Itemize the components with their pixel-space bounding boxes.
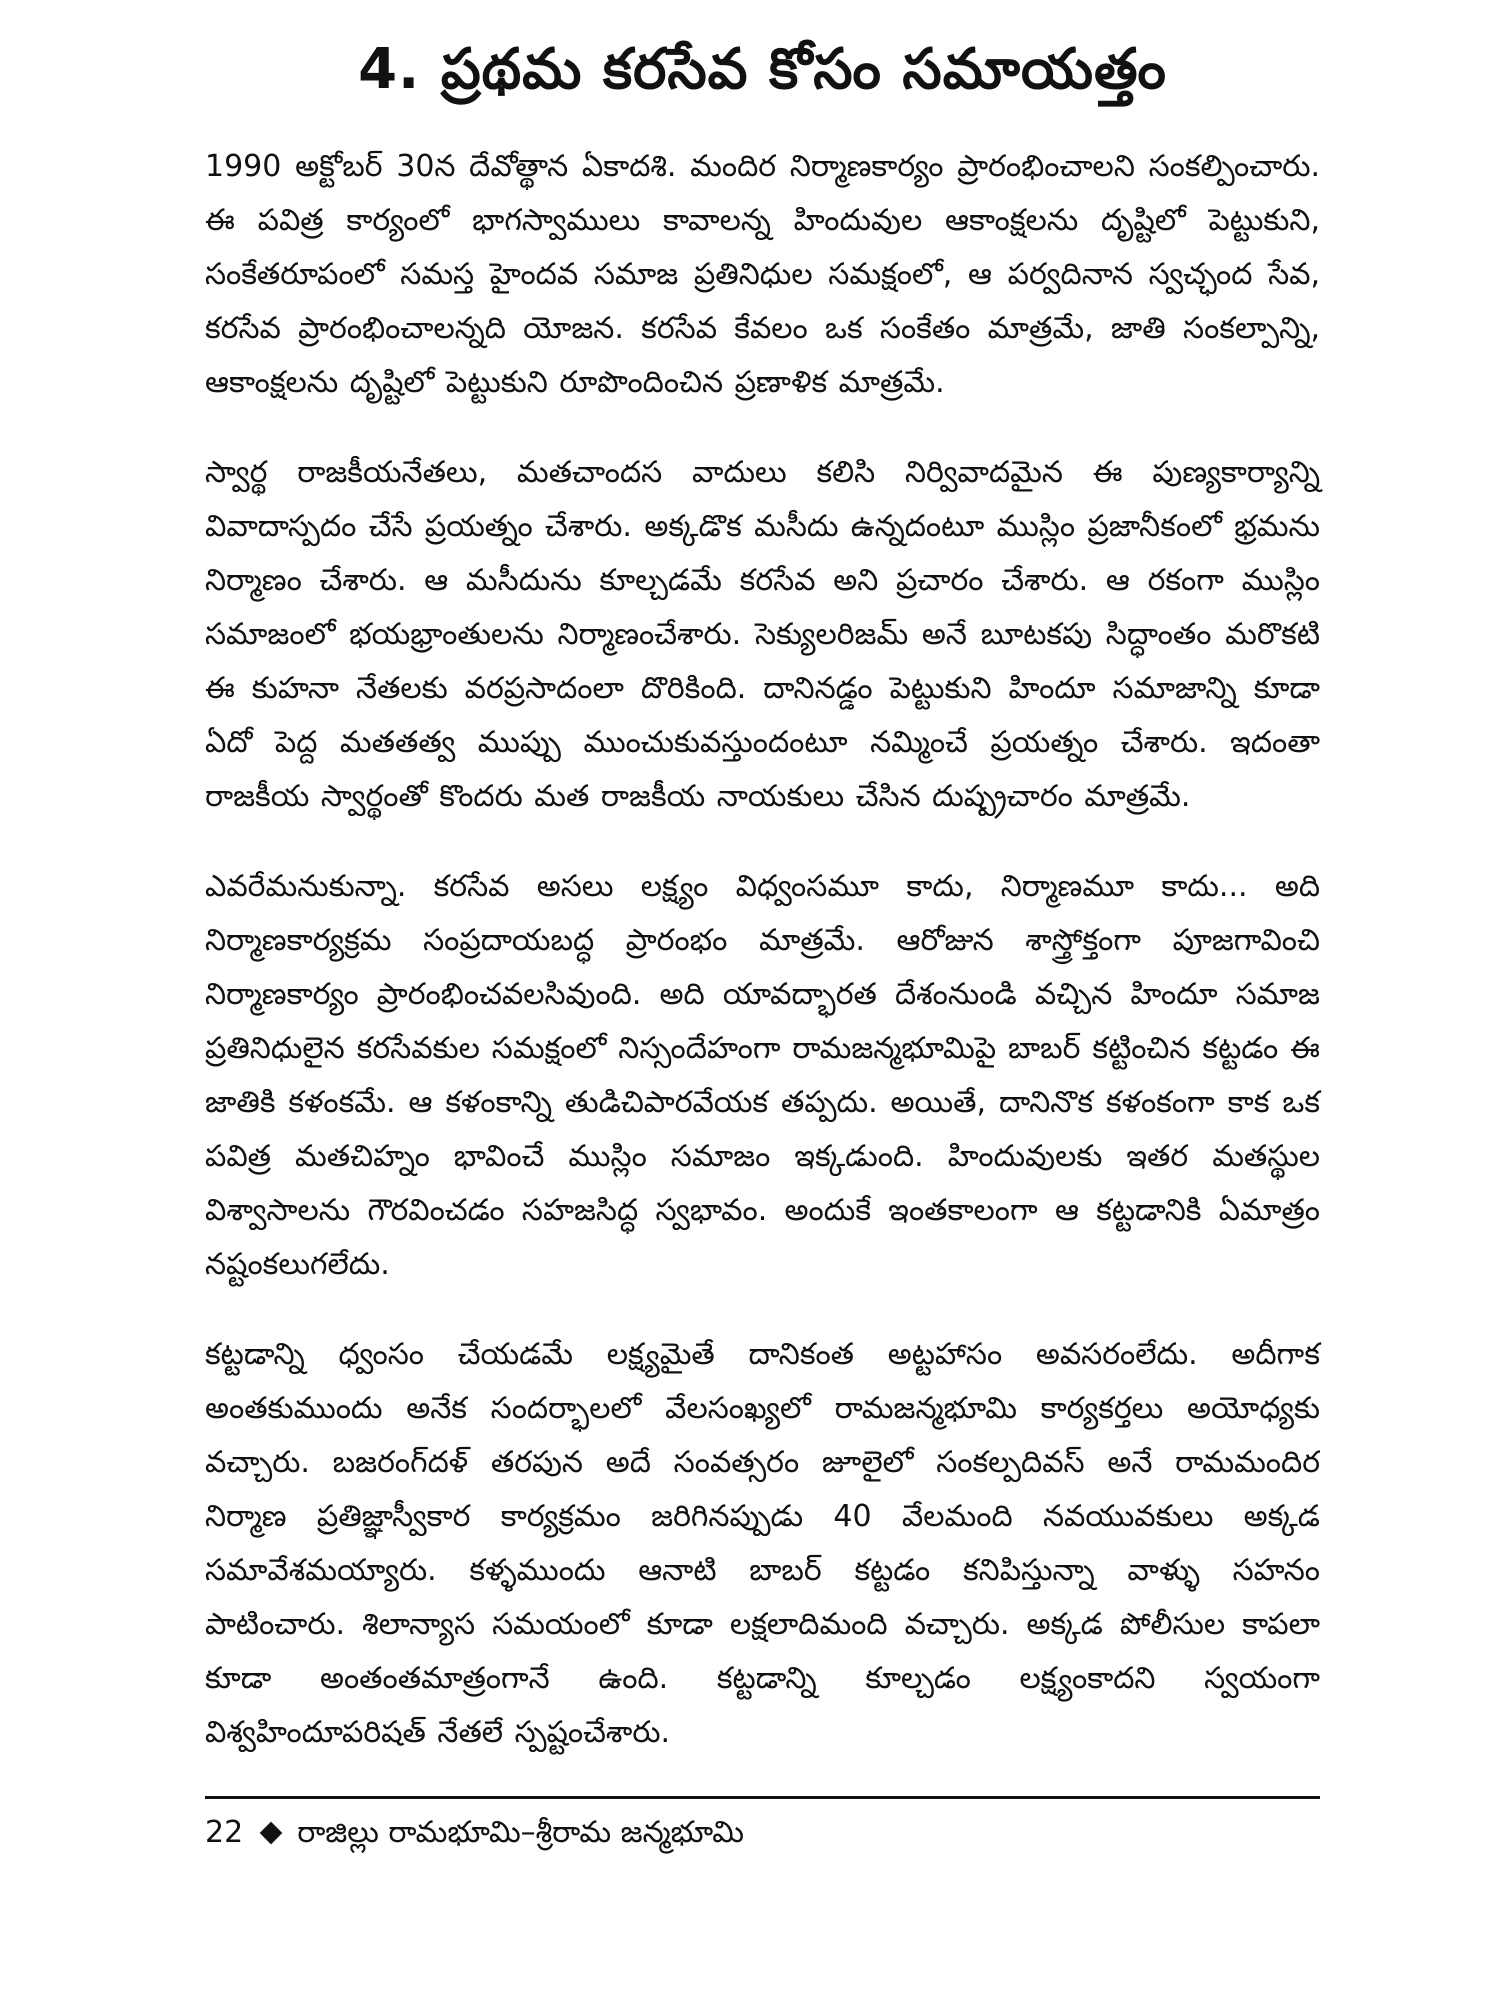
chapter-title: 4. ప్రథమ కరసేవ కోసం సమాయత్తం xyxy=(358,37,1167,102)
footer-divider xyxy=(205,1796,1320,1799)
paragraph-2: స్వార్థ రాజకీయనేతలు, మతచాందస వాదులు కలిసి నిర్వివాదమైన ఈ పుణ్యకార్యాన్ని వివాదాస్పదం చేసే ప్రయత్నం చేశారు. అక్కడొక మసీదు ఉన్నదంటూ ముస్లిం ప్రజానీకంలో భ్రమను నిర్మాణం చేశారు. ఆ మసీదును కూల్చడమే కరసేవ అని ప్రచారం చేశారు. ఆ రకంగా ముస్లిం సమాజంలో భయభ్రాంతులను నిర్మాణంచేశారు. సెక్యులరిజమ్ అనే బూటకపు సిద్ధాంతం మరొకటి ఈ కుహనా నేతలకు వరప్రసాదంలా దొరికింది. దానినడ్డం పెట్టుకుని హిందూ సమాజాన్ని కూడా ఏదో పెద్ద మతతత్వ ముప్పు ముంచుకువస్తుందంటూ నమ్మించే ప్రయత్నం చేశారు. ఇదంతా రాజకీయ స్వార్థంతో కొందరు మత రాజకీయ నాయకులు చేసిన దుష్ప్రచారం మాత్రమే. xyxy=(205,455,1320,814)
page-footer xyxy=(205,1811,1320,1855)
diamond-icon xyxy=(260,1822,283,1845)
paragraph-3: ఎవరేమనుకున్నా. కరసేవ అసలు లక్ష్యం విధ్వంసమూ కాదు, నిర్మాణమూ కాదు... అది నిర్మాణకార్యక్రమ సంప్రదాయబద్ధ ప్రారంభం మాత్రమే. ఆరోజున శాస్త్రోక్తంగా పూజగావించి నిర్మాణకార్యం ప్రారంభించవలసివుంది. అది యావద్భారత దేశంనుండి వచ్చిన హిందూ సమాజ ప్రతినిధులైన కరసేవకుల సమక్షంలో నిస్సందేహంగా రామజన్మభూమిపై బాబర్ కట్టించిన కట్టడం ఈ జాతికి కళంకమే. ఆ కళంకాన్ని తుడిచిపారవేయక తప్పదు. అయితే, దానినొక కళంకంగా కాక ఒక పవిత్ర మతచిహ్నం భావించే ముస్లిం సమాజం ఇక్కడుంది. హిందువులకు ఇతర మతస్థుల విశ్వాసాలను గౌరవించడం సహజసిద్ధ స్వభావం. అందుకే ఇంతకాలంగా ఆ కట్టడానికి ఏమాత్రం నష్టంకలుగలేదు. xyxy=(205,869,1320,1282)
page-number: 22 xyxy=(205,1815,244,1850)
document-page xyxy=(205,30,1320,1970)
paragraph-4: కట్టడాన్ని ధ్వంసం చేయడమే లక్ష్యమైతే దానికంత అట్టహాసం అవసరంలేదు. అదీగాక అంతకుముందు అనేక సందర్భాలలో వేలసంఖ్యలో రామజన్మభూమి కార్యకర్తలు అయోధ్యకు వచ్చారు. బజరంగ్‌దళ్ తరపున అదే సంవత్సరం జూలైలో సంకల్పదివస్ అనే రామమందిర నిర్మాణ ప్రతిజ్ఞాస్వీకార కార్యక్రమం జరిగినప్పుడు 40 వేలమంది నవయువకులు అక్కడ సమావేశమయ్యారు. కళ్ళముందు ఆనాటి బాబర్ కట్టడం కనిపిస్తున్నా వాళ్ళు సహనం పాటించారు. శిలాన్యాస సమయంలో కూడా లక్షలాదిమంది వచ్చారు. అక్కడ పోలీసుల కాపలా కూడా అంతంతమాత్రంగానే ఉంది. కట్టడాన్ని కూల్చడం లక్ష్యంకాదని స్వయంగా విశ్వహిందూపరిషత్ నేతలే స్పష్టంచేశారు. xyxy=(205,1337,1320,1750)
paragraph-1: 1990 అక్టోబర్ 30న దేవోత్థాన ఏకాదశి. మందిర నిర్మాణకార్యం ప్రారంభించాలని సంకల్పించారు. ఈ పవిత్ర కార్యంలో భాగస్వాములు కావాలన్న హిందువుల ఆకాంక్షలను దృష్టిలో పెట్టుకుని, సంకేతరూపంలో సమస్త హైందవ సమాజ ప్రతినిధుల సమక్షంలో, ఆ పర్వదినాన స్వచ్ఛంద సేవ, కరసేవ ప్రారంభించాలన్నది యోజన. కరసేవ కేవలం ఒక సంకేతం మాత్రమే, జాతి సంకల్పాన్ని, ఆకాంక్షలను దృష్టిలో పెట్టుకుని రూపొందించిన ప్రణాళిక మాత్రమే. xyxy=(205,149,1320,400)
book-title: రాజిల్లు రామభూమి–శ్రీరామ జన్మభూమి xyxy=(297,1815,745,1850)
